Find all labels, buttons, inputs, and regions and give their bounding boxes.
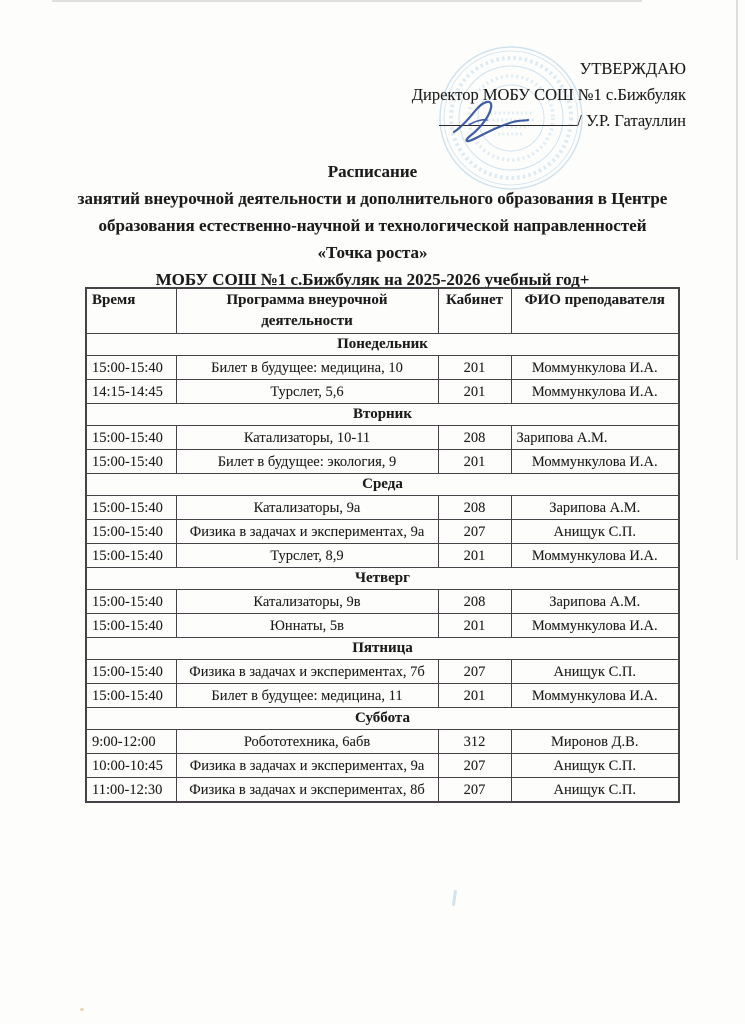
title-line: образования естественно-научной и технологической направленностей xyxy=(98,216,647,235)
program-cell: Турслет, 8,9 xyxy=(176,544,438,568)
day-row xyxy=(86,638,679,660)
table-row xyxy=(86,660,679,684)
time-cell: 15:00-15:40 xyxy=(86,426,176,450)
time-cell: 15:00-15:40 xyxy=(86,356,176,380)
time-cell: 11:00-12:30 xyxy=(86,778,176,803)
program-cell: Физика в задачах и экспериментах, 9а xyxy=(176,520,438,544)
cabinet-cell: 207 xyxy=(438,660,511,684)
table-row xyxy=(86,614,679,638)
time-cell: 15:00-15:40 xyxy=(86,544,176,568)
table-row xyxy=(86,426,679,450)
cabinet-cell: 201 xyxy=(438,544,511,568)
program-cell: Физика в задачах и экспериментах, 7б xyxy=(176,660,438,684)
table-row xyxy=(86,544,679,568)
scan-artifact xyxy=(52,0,642,2)
time-cell: 10:00-10:45 xyxy=(86,754,176,778)
program-cell: Юннаты, 5в xyxy=(176,614,438,638)
teacher-cell: Анищук С.П. xyxy=(511,520,679,544)
teacher-cell: Моммункулова И.А. xyxy=(511,380,679,404)
cabinet-cell: 201 xyxy=(438,450,511,474)
title-line: Расписание xyxy=(327,162,418,181)
program-cell: Катализаторы, 9в xyxy=(176,590,438,614)
program-cell: Билет в будущее: экология, 9 xyxy=(176,450,438,474)
day-label: Четверг xyxy=(86,568,679,590)
title-line: «Точка роста» xyxy=(317,243,428,262)
col-header-time: Время xyxy=(86,288,176,334)
teacher-cell: Моммункулова И.А. xyxy=(511,544,679,568)
time-cell: 15:00-15:40 xyxy=(86,660,176,684)
program-cell: Билет в будущее: медицина, 10 xyxy=(176,356,438,380)
day-label: Понедельник xyxy=(86,334,679,356)
program-cell: Турслет, 5,6 xyxy=(176,380,438,404)
time-cell: 15:00-15:40 xyxy=(86,614,176,638)
table-row xyxy=(86,356,679,380)
cabinet-cell: 201 xyxy=(438,684,511,708)
handwritten-signature xyxy=(447,97,549,145)
cabinet-cell: 208 xyxy=(438,426,511,450)
teacher-cell: Миронов Д.В. xyxy=(511,730,679,754)
scan-artifact xyxy=(736,0,738,560)
table-row xyxy=(86,684,679,708)
table-row xyxy=(86,496,679,520)
day-label: Среда xyxy=(86,474,679,496)
day-row xyxy=(86,708,679,730)
time-cell: 15:00-15:40 xyxy=(86,520,176,544)
time-cell: 15:00-15:40 xyxy=(86,684,176,708)
program-cell: Катализаторы, 10-11 xyxy=(176,426,438,450)
cabinet-cell: 207 xyxy=(438,754,511,778)
program-cell: Робототехника, 6абв xyxy=(176,730,438,754)
teacher-cell: Моммункулова И.А. xyxy=(511,450,679,474)
program-cell: Физика в задачах и экспериментах, 8б xyxy=(176,778,438,803)
day-label: Пятница xyxy=(86,638,679,660)
day-label: Суббота xyxy=(86,708,679,730)
day-row xyxy=(86,474,679,496)
program-cell: Физика в задачах и экспериментах, 9а xyxy=(176,754,438,778)
day-label: Вторник xyxy=(86,404,679,426)
program-cell: Катализаторы, 9а xyxy=(176,496,438,520)
table-row xyxy=(86,450,679,474)
day-row xyxy=(86,404,679,426)
teacher-cell: Зарипова А.М. xyxy=(511,590,679,614)
time-cell: 15:00-15:40 xyxy=(86,450,176,474)
approval-director-line: Директор МОБУ СОШ №1 с.Бижбуляк xyxy=(411,85,686,104)
header-row xyxy=(86,288,679,334)
teacher-cell: Моммункулова И.А. xyxy=(511,684,679,708)
col-header-program: Программа внеурочной деятельности xyxy=(176,288,438,334)
cabinet-cell: 208 xyxy=(438,496,511,520)
time-cell: 15:00-15:40 xyxy=(86,590,176,614)
table-row xyxy=(86,754,679,778)
cabinet-cell: 201 xyxy=(438,614,511,638)
teacher-cell: Моммункулова И.А. xyxy=(511,356,679,380)
teacher-cell: Зарипова А.М. xyxy=(511,426,679,450)
cabinet-cell: 207 xyxy=(438,778,511,803)
cabinet-cell: 312 xyxy=(438,730,511,754)
time-cell: 14:15-14:45 xyxy=(86,380,176,404)
teacher-cell: Зарипова А.М. xyxy=(511,496,679,520)
cabinet-cell: 207 xyxy=(438,520,511,544)
table-row xyxy=(86,380,679,404)
time-cell: 9:00-12:00 xyxy=(86,730,176,754)
teacher-cell: Анищук С.П. xyxy=(511,778,679,803)
teacher-cell: Анищук С.П. xyxy=(511,754,679,778)
teacher-cell: Анищук С.П. xyxy=(511,660,679,684)
cabinet-cell: 208 xyxy=(438,590,511,614)
day-row xyxy=(86,334,679,356)
day-row xyxy=(86,568,679,590)
table-header xyxy=(86,288,679,334)
cabinet-cell: 201 xyxy=(438,356,511,380)
teacher-cell: Моммункулова И.А. xyxy=(511,614,679,638)
table-row xyxy=(86,778,679,803)
schedule-body xyxy=(86,334,679,803)
approval-word: УТВЕРЖДАЮ xyxy=(579,59,686,78)
program-cell: Билет в будущее: медицина, 11 xyxy=(176,684,438,708)
title-line: МОБУ СОШ №1 с.Бижбуляк на 2025-2026 учебный год+ xyxy=(155,270,590,289)
approval-name: / У.Р. Гатауллин xyxy=(577,111,686,130)
col-header-teacher: ФИО преподавателя xyxy=(511,288,679,334)
title-line: занятий внеурочной деятельности и дополнительного образования в Центре xyxy=(77,189,668,208)
cabinet-cell: 201 xyxy=(438,380,511,404)
col-header-cabinet: Кабинет xyxy=(438,288,511,334)
document-title xyxy=(28,158,717,293)
table-row xyxy=(86,730,679,754)
scan-artifact xyxy=(452,890,457,906)
scan-artifact xyxy=(80,1008,84,1011)
schedule-table xyxy=(85,287,680,803)
time-cell: 15:00-15:40 xyxy=(86,496,176,520)
table-row xyxy=(86,590,679,614)
table-row xyxy=(86,520,679,544)
